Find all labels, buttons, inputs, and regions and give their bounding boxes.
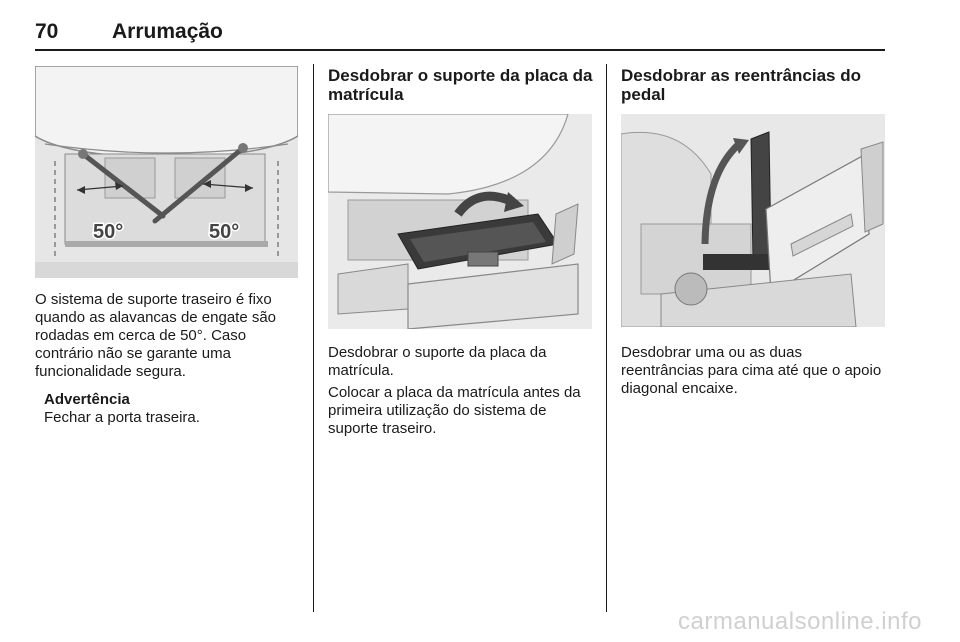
column2-paragraph1: Desdobrar o suporte da placa da matrícula. bbox=[328, 344, 547, 379]
column2-paragraph2: Colocar a placa da matrícula antes da primeira utilização do sistema de suporte traseiro. bbox=[328, 384, 581, 437]
column3-heading: Desdobrar as reentrâncias do pedal bbox=[621, 66, 861, 104]
watermark: carmanualsonline.info bbox=[678, 608, 922, 635]
column-divider-1 bbox=[313, 64, 314, 612]
header-rule bbox=[35, 49, 885, 51]
column1-paragraph: O sistema de suporte traseiro é fixo quando as alavancas de engate são rodadas em cerca de 50°. Caso contrário não se garante uma funcionalidade segura. bbox=[35, 291, 277, 380]
note-text: Fechar a porta traseira. bbox=[44, 409, 200, 426]
left-angle-label: 50° bbox=[93, 221, 124, 243]
warning-note bbox=[44, 391, 304, 427]
license-plate-holder-illustration bbox=[328, 114, 592, 329]
right-angle-label: 50° bbox=[209, 221, 240, 243]
chapter-title: Arrumação bbox=[112, 20, 223, 43]
note-title: Advertência bbox=[44, 391, 130, 408]
column3-paragraph: Desdobrar uma ou as duas reentrâncias para cima até que o apoio diagonal encaixe. bbox=[621, 344, 882, 397]
column2-heading: Desdobrar o suporte da placa da matrícula bbox=[328, 66, 593, 104]
lever-rotation-illustration bbox=[35, 66, 298, 278]
page-header bbox=[35, 20, 885, 52]
pedal-recess-illustration bbox=[621, 114, 885, 327]
column-divider-2 bbox=[606, 64, 607, 612]
page-number: 70 bbox=[35, 20, 59, 43]
